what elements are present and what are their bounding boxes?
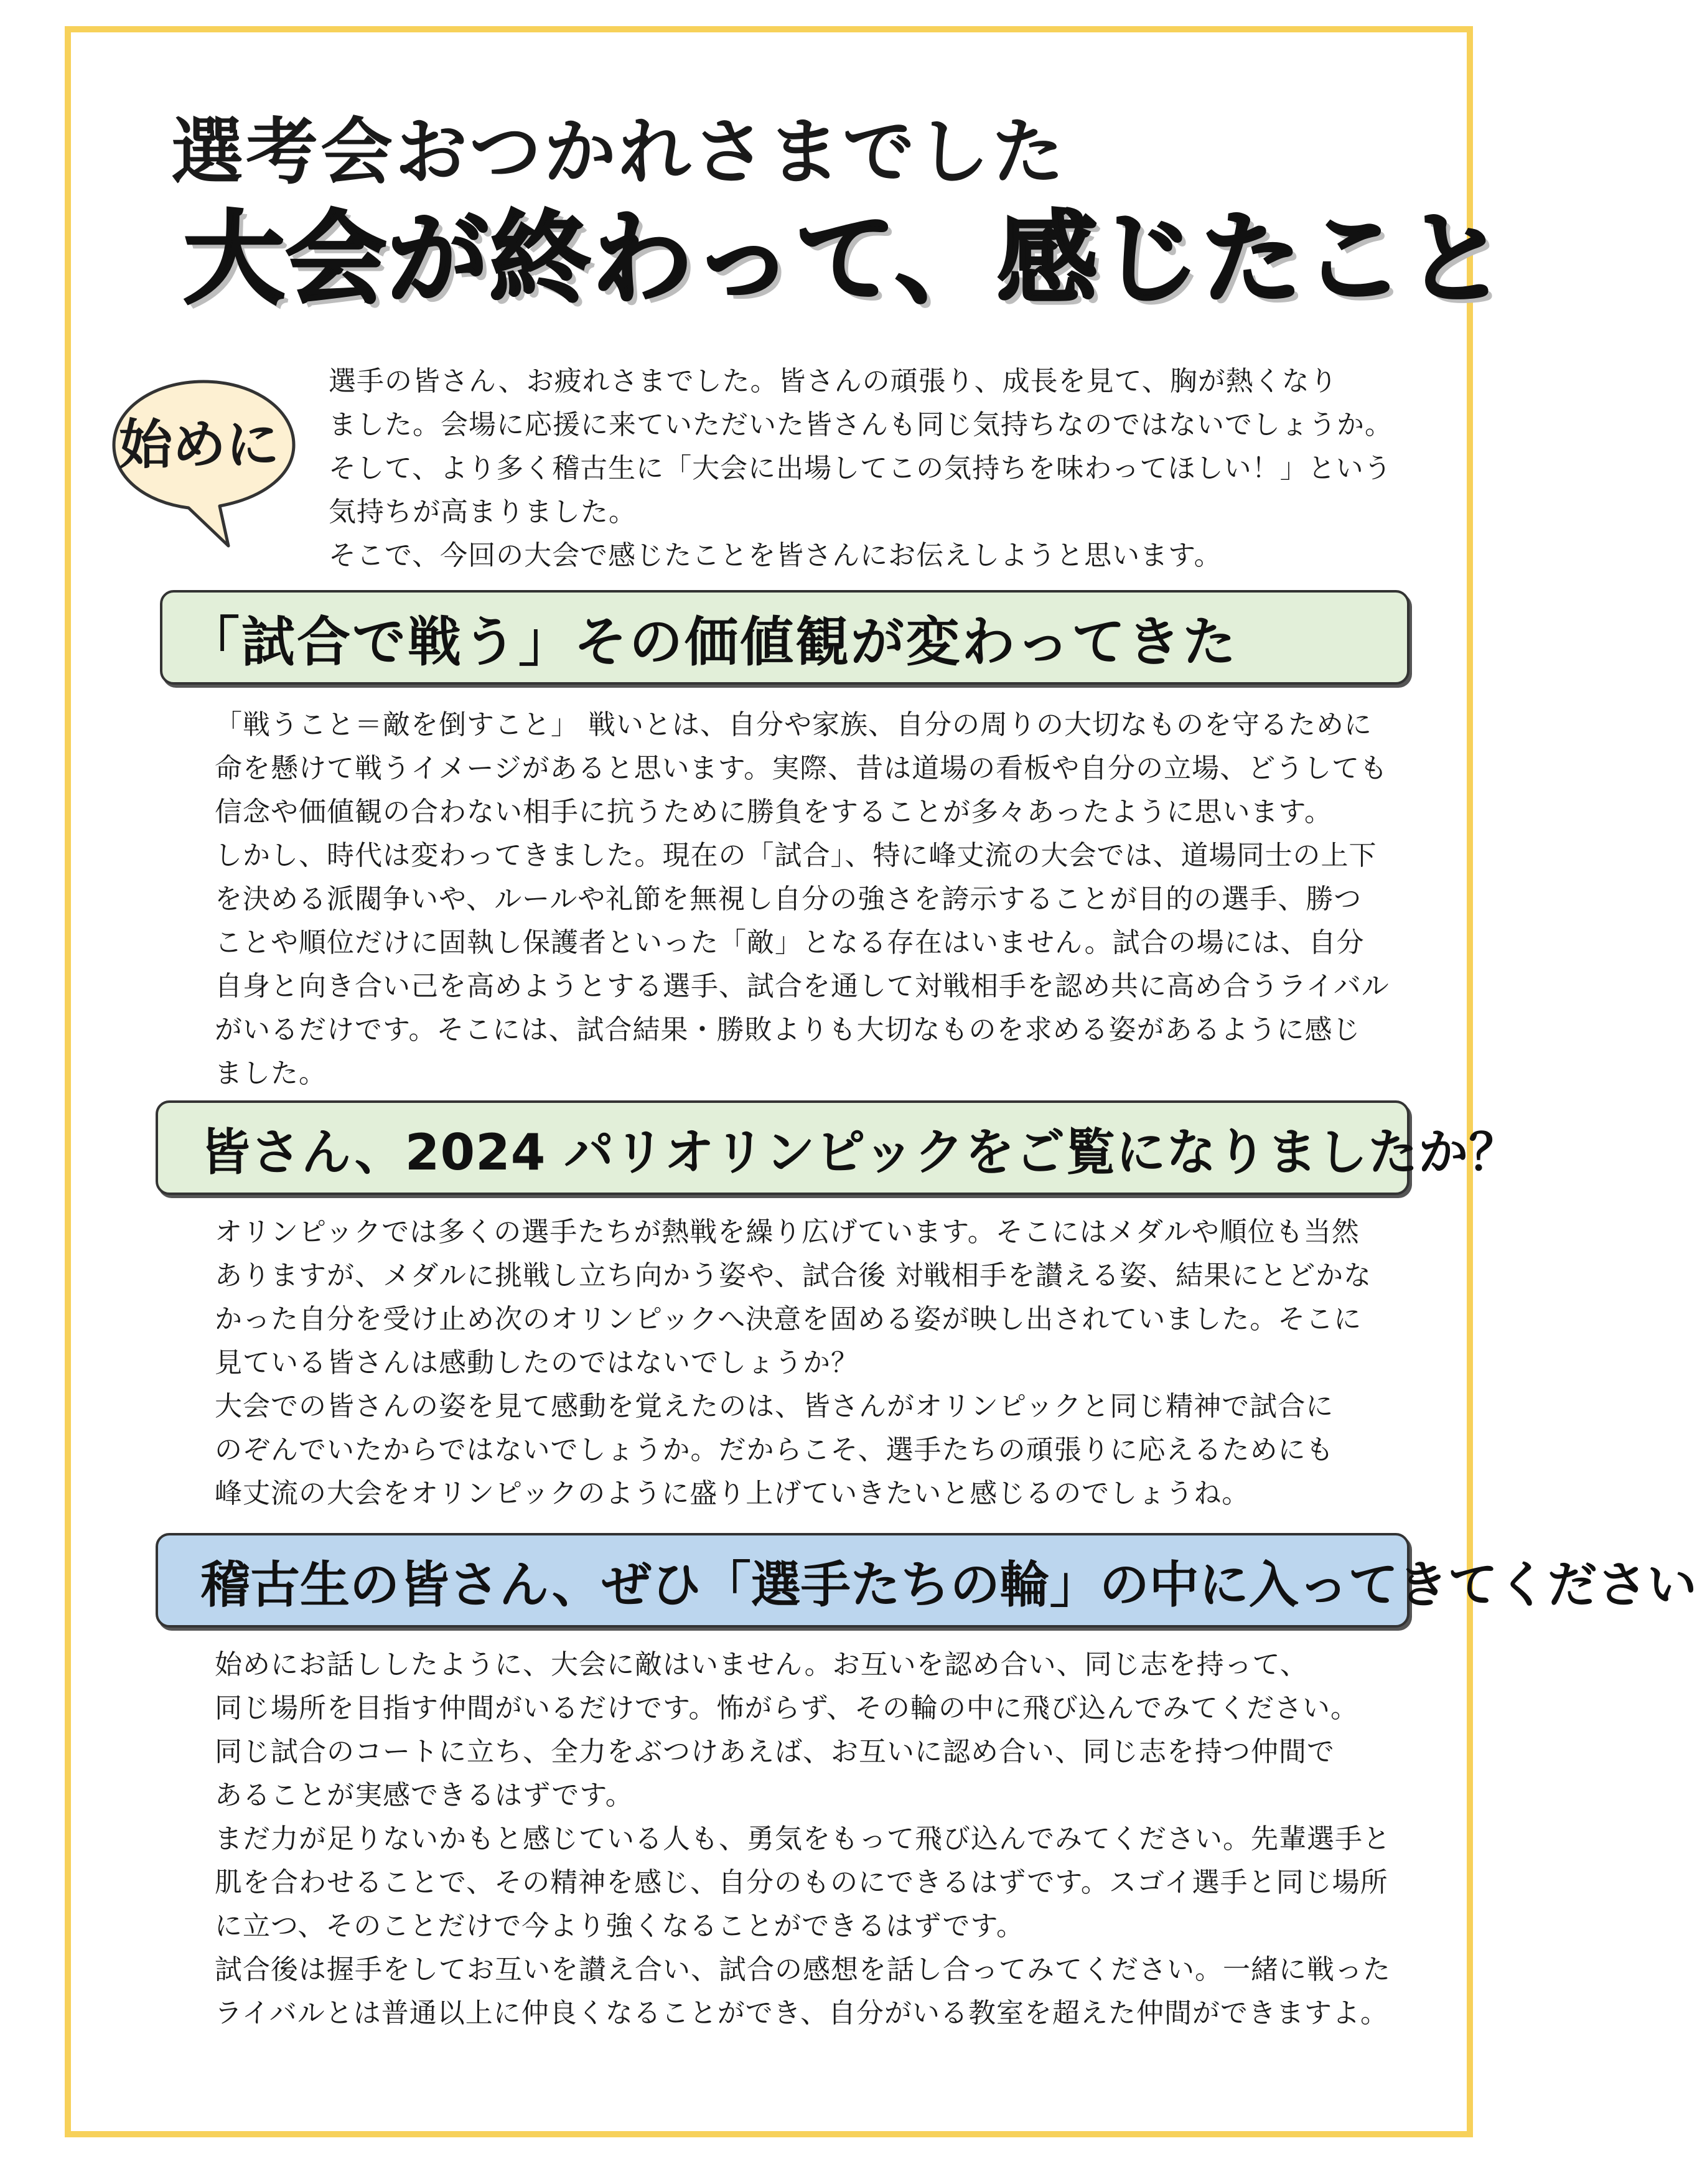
paragraph-line: あることが実感できるはずです。 [215,1779,633,1811]
section-heading-banner [156,1100,1520,1195]
paragraph-line: 信念や価値観の合わない相手に抗うために勝負をすることが多々あったように思います。 [215,796,1333,828]
paragraph-line: を決める派閥争いや、ルールや礼節を無視し自分の強さを誇示することが目的の選手、勝つ [215,883,1362,915]
paragraph-line: 見ている皆さんは感動したのではないでしょうか？ [215,1347,859,1379]
section-heading: 稽古生の皆さん、ぜひ「選手たちの輪」の中に入ってきてください [200,1555,1697,1614]
section-heading-banner [156,1533,1697,1628]
paragraph-line: 気持ちが高まりました。 [329,496,637,528]
paragraph-line: ました。 [215,1057,327,1089]
paragraph-line: そして、より多く稽古生に「大会に出場してこの気持ちを味わってほしい！」という [329,452,1392,484]
paragraph-line: ました。会場に応援に来ていただいた皆さんも同じ気持ちなのではないでしょうか。 [329,409,1393,441]
paragraph-line: 同じ場所を目指す仲間がいるだけです。怖がらず、その輪の中に飛び込んでみてください。 [215,1692,1358,1724]
paragraph-line: ことや順位だけに固執し保護者といった「敵」となる存在はいません。試合の場には、自分 [215,927,1365,958]
page-title: 大会が終わって、感じたこと [184,201,1508,318]
paragraph-line: ライバルとは普通以上に仲良くなることができ、自分がいる教室を超えた仲間ができますよ。 [215,1997,1389,2029]
section-paragraph [215,1211,1372,1516]
section-heading: 皆さん、2024 パリオリンピックをご覧になりましたか？ [200,1123,1520,1181]
paragraph-line: オリンピックでは多くの選手たちが熱戦を繰り広げています。そこにはメダルや順位も当然 [215,1216,1360,1248]
section-heading-banner [160,590,1409,685]
paragraph-line: 「戦うこと＝敵を倒すこと」 戦いとは、自分や家族、自分の周りの大切なものを守るために [215,709,1372,741]
page-subtitle: 選考会おつかれさまでした [171,110,1067,194]
section-paragraph [215,703,1390,1095]
paragraph-line: 峰丈流の大会をオリンピックのように盛り上げていきたいと感じるのでしょうね。 [215,1478,1250,1509]
paragraph-line: そこで、今回の大会で感じたことを皆さんにお伝えしようと思います。 [329,540,1222,571]
intro-paragraph [329,360,1393,578]
paragraph-line: がいるだけです。そこには、試合結果・勝敗よりも大切なものを求める姿があるように感じ [215,1014,1361,1046]
paragraph-line: 肌を合わせることで、その精神を感じ、自分のものにできるはずです。スゴイ選手と同じ場所 [215,1867,1388,1898]
section-paragraph [215,1643,1391,2035]
paragraph-line: しかし、時代は変わってきました。現在の「試合」、特に峰丈流の大会では、道場同士の上下 [215,840,1377,871]
intro-bubble-label: 始めに [119,414,279,476]
paragraph-line: 同じ試合のコートに立ち、全力をぶつけあえば、お互いに認め合い、同じ志を持つ仲間で [215,1736,1335,1768]
paragraph-line: 大会での皆さんの姿を見て感動を覚えたのは、皆さんがオリンピックと同じ精神で試合に [215,1390,1334,1422]
paragraph-line: 自身と向き合い己を高めようとする選手、試合を通して対戦相手を認め共に高め合うライバル [215,970,1390,1002]
paragraph-line: 命を懸けて戦うイメージがあると思います。実際、昔は道場の看板や自分の立場、どうしても [215,752,1388,784]
paragraph-line: まだ力が足りないかもと感じている人も、勇気をもって飛び込んでみてください。先輩選手と [215,1823,1391,1855]
paragraph-line: 試合後は握手をしてお互いを讃え合い、試合の感想を話し合ってみてください。一緒に戦った [215,1954,1391,1985]
paragraph-line: 始めにお話ししたように、大会に敵はいません。お互いを認め合い、同じ志を持って、 [215,1649,1308,1680]
paragraph-line: のぞんでいたからではないでしょうか。だからこそ、選手たちの頑張りに応えるためにも [215,1434,1334,1466]
paragraph-line: 選手の皆さん、お疲れさまでした。皆さんの頑張り、成長を見て、胸が熱くなり [329,365,1338,397]
paragraph-line: に立つ、そのことだけで今より強くなることができるはずです。 [215,1910,1025,1942]
section-heading: 「試合で戦う」その価値観が変わってきた [186,611,1238,673]
paragraph-line: ありますが、メダルに挑戦し立ち向かう姿や、試合後 対戦相手を讃える姿、結果にとどかな [215,1260,1372,1291]
paragraph-line: かった自分を受け止め次のオリンピックへ決意を固める姿が映し出されていました。そこに [215,1303,1362,1335]
